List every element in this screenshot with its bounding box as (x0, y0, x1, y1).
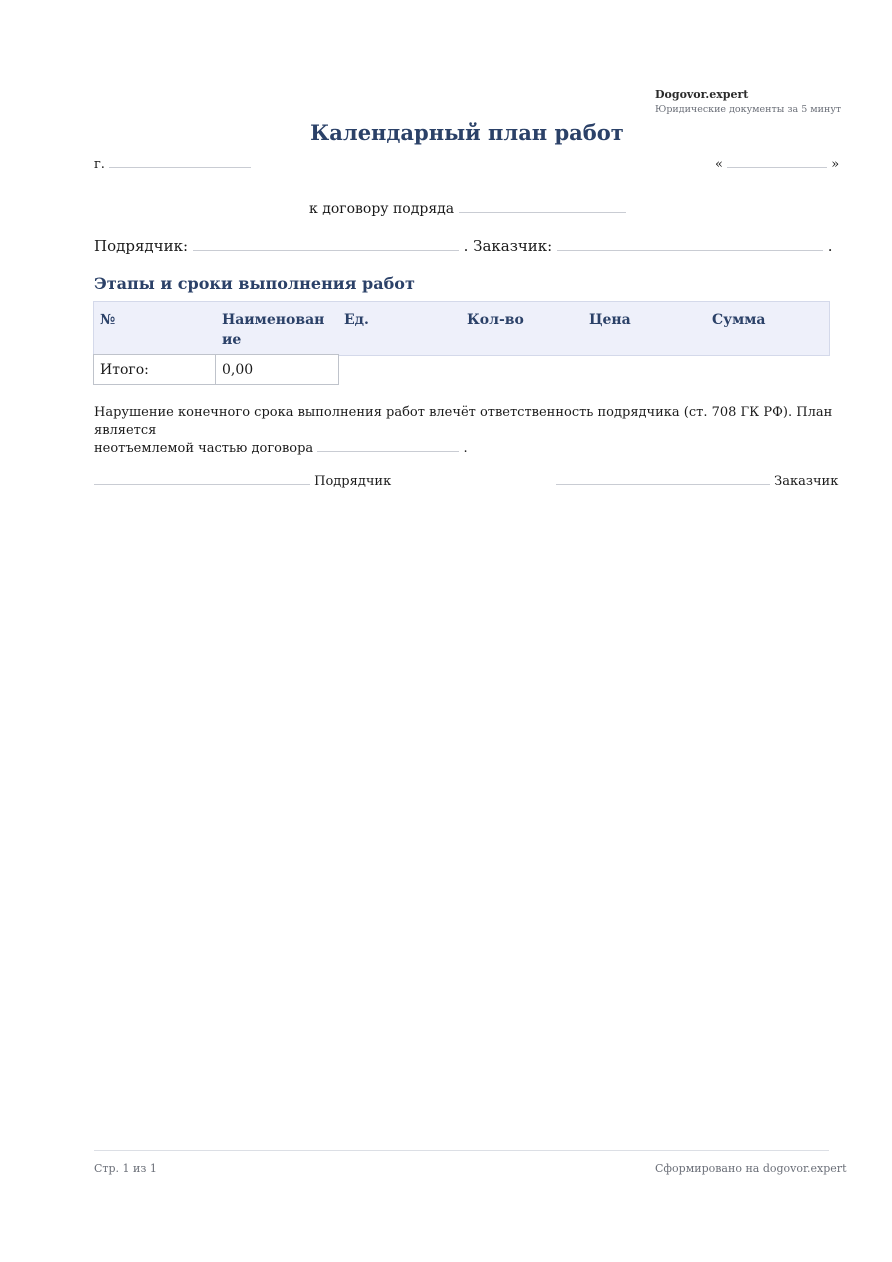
parties-end: . (827, 237, 833, 255)
brand-name: Dogovor.expert (655, 88, 749, 101)
contractor-signature (94, 474, 391, 489)
page-number: Стр. 1 из 1 (94, 1162, 157, 1175)
place-prefix: г. (94, 157, 105, 172)
col-header-quantity: Кол-во (467, 312, 524, 328)
contractor-signature-label: Подрядчик (314, 474, 392, 489)
total-label-cell: Итого: (93, 354, 216, 385)
notice-line-2: неотъемлемой частью договора (94, 441, 314, 456)
contract-number-blank[interactable] (459, 212, 626, 213)
date-field (715, 157, 839, 172)
col-header-name: Наименование (222, 312, 325, 348)
generated-note: Сформировано на dogovor.expert (655, 1162, 847, 1175)
contractor-blank[interactable] (193, 250, 459, 251)
contractor-label: Подрядчик: (94, 237, 188, 255)
col-header-price: Цена (589, 312, 631, 328)
liability-notice (94, 404, 834, 458)
brand-tagline: Юридические документы за 5 минут (655, 104, 842, 115)
col-header-number: № (100, 312, 116, 328)
notice-end: . (463, 441, 468, 456)
notice-line-1: Нарушение конечного срока выполнения работ влечёт ответственность подрядчика (ст. 708 ГК РФ). План является (94, 405, 833, 438)
col-header-unit: Ед. (344, 312, 369, 328)
contractor-signature-blank[interactable] (94, 484, 310, 485)
footer-divider (94, 1150, 829, 1151)
contract-label: к договору подряда (309, 201, 455, 217)
customer-signature-blank[interactable] (556, 484, 770, 485)
notice-line-2-wrap (94, 440, 834, 458)
section-title: Этапы и сроки выполнения работ (94, 274, 415, 293)
customer-signature-label: Заказчик (774, 474, 839, 489)
customer-blank[interactable] (557, 250, 823, 251)
col-header-sum: Сумма (712, 312, 766, 328)
table-header (93, 301, 830, 356)
total-value-cell: 0,00 (216, 354, 339, 385)
date-open-quote: « (715, 157, 723, 172)
contract-reference (309, 201, 626, 217)
date-close-quote: » (831, 157, 840, 172)
customer-label: . Заказчик: (463, 237, 553, 255)
document-title: Календарный план работ (310, 120, 624, 145)
place-field (94, 157, 251, 172)
parties-line (94, 237, 833, 255)
place-blank[interactable] (109, 167, 251, 168)
date-blank[interactable] (727, 167, 827, 168)
customer-signature (556, 474, 838, 489)
notice-contract-blank[interactable] (317, 451, 459, 452)
